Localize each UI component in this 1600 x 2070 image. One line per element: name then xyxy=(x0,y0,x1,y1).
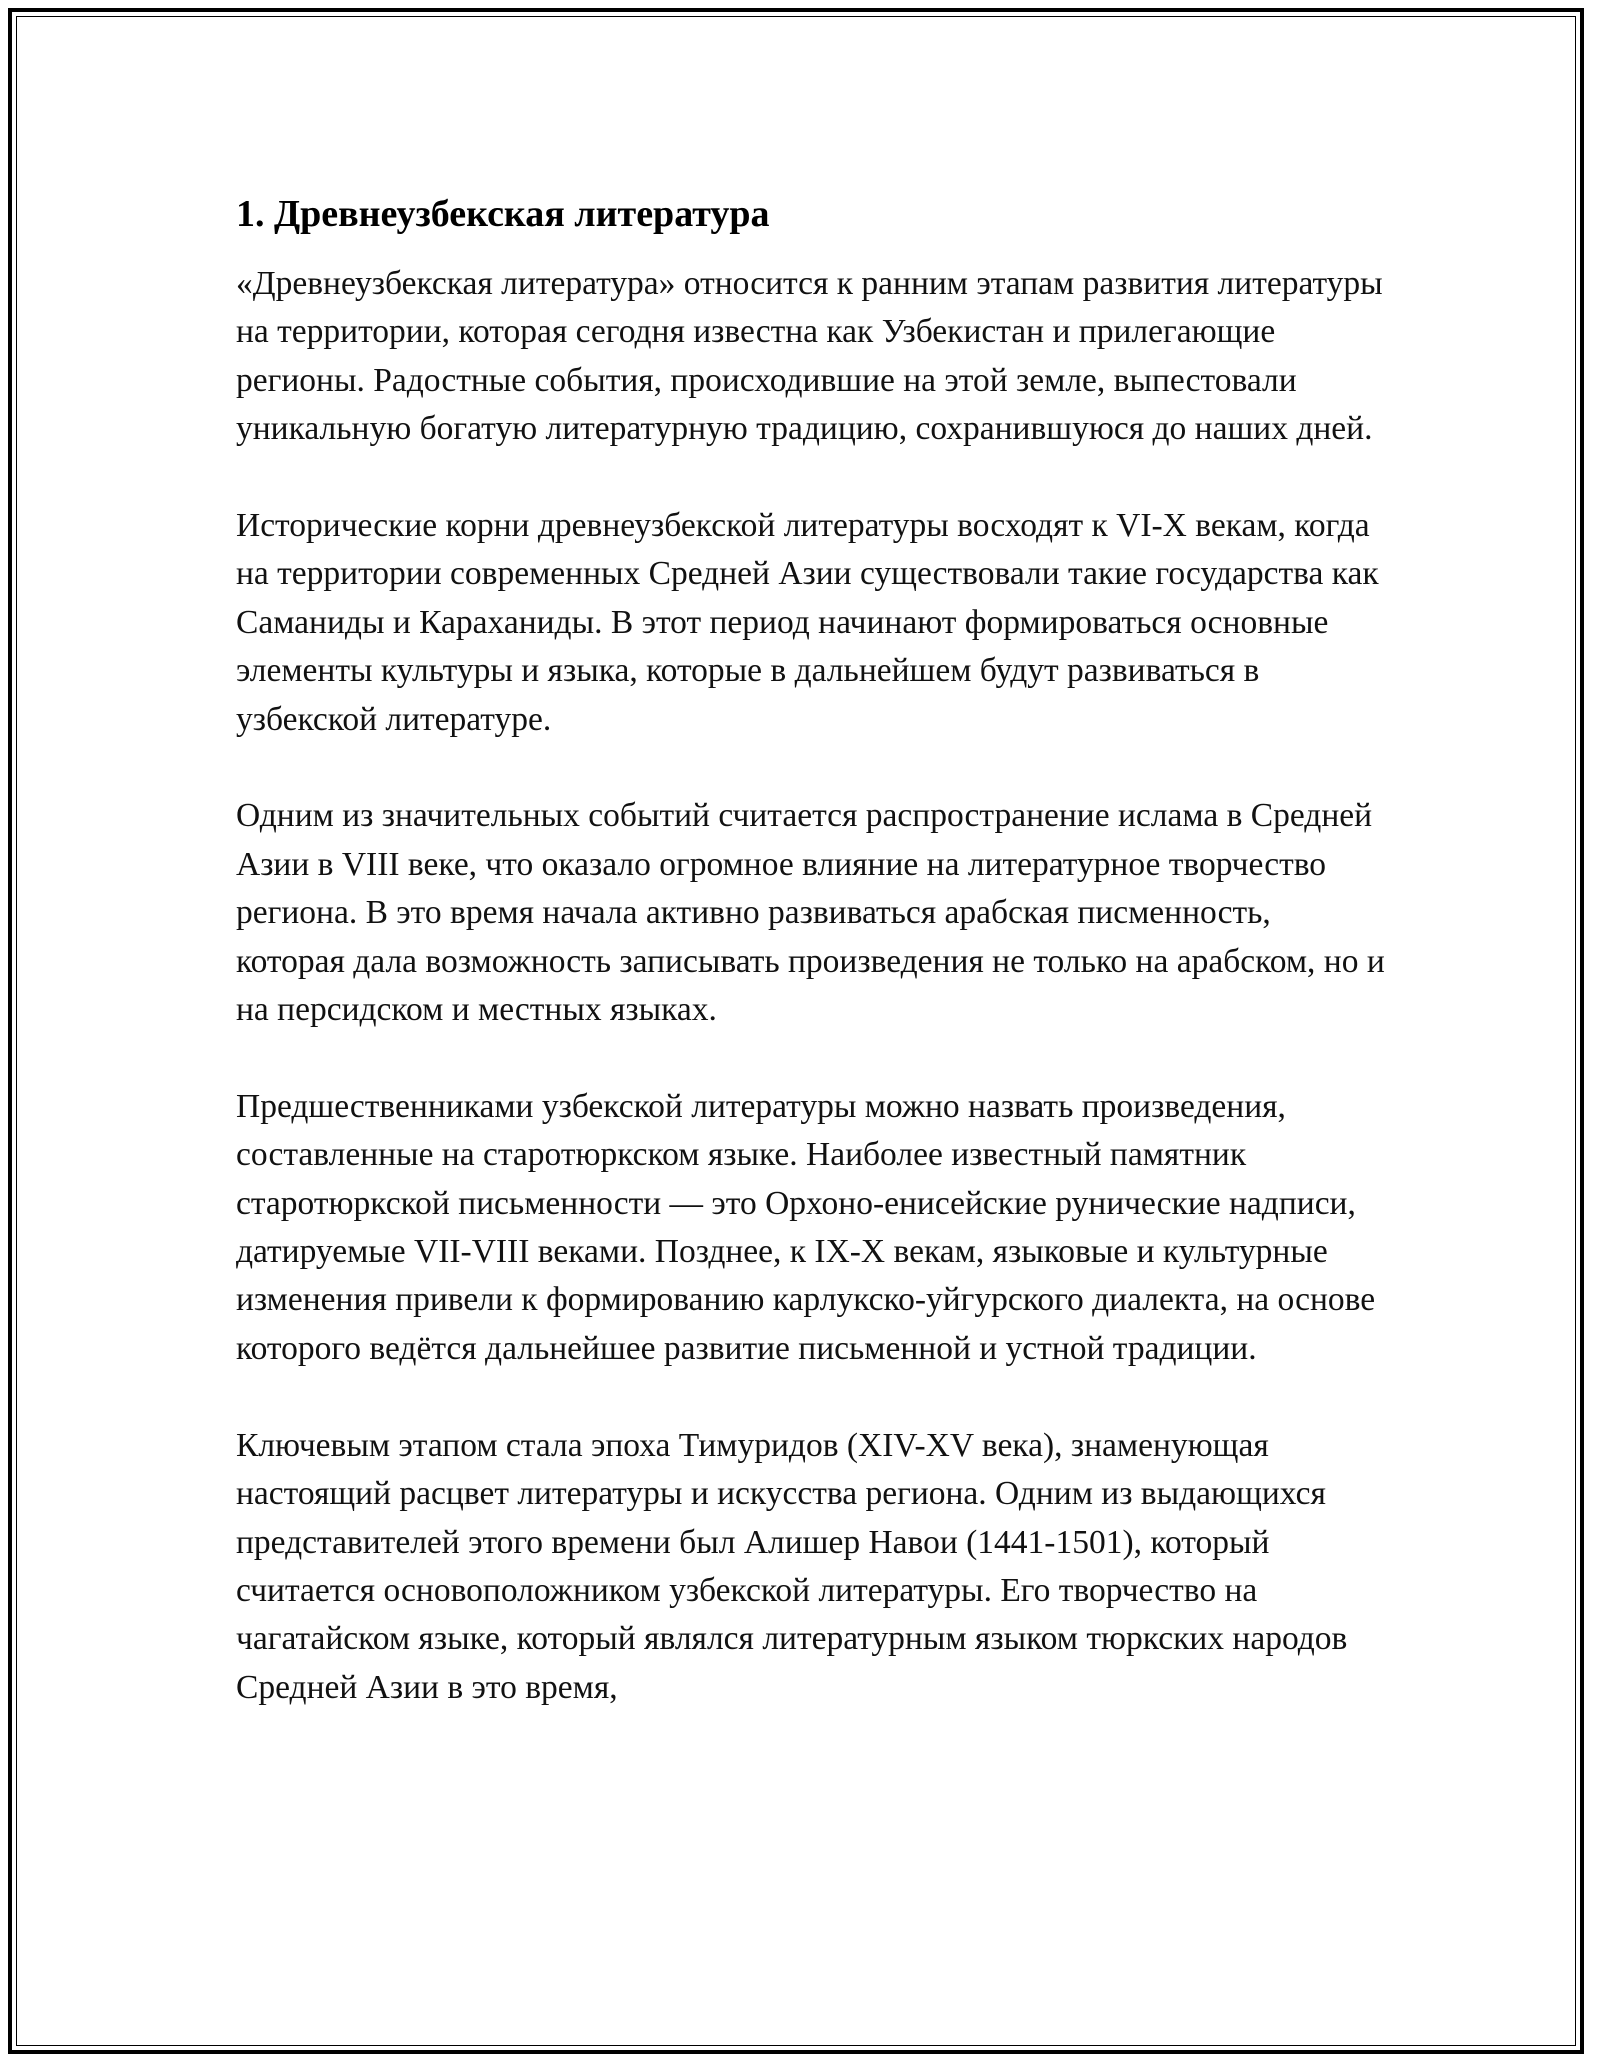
paragraph-1: «Древнеузбекская литература» относится к ранним этапам развития литературы на территории, которая сегодня известна как Узбекистан и прилегающие регионы. Радостные события, происходившие на этой земле, выпестовали уникальную богатую литературную традицию, сохранившуюся до наших дней. xyxy=(236,265,1383,448)
paragraph-5: Ключевым этапом стала эпоха Тимуридов (XIV-XV века), знаменующая настоящий расцвет литературы и искусства региона. Одним из выдающихся представителей этого времени был Алишер Навои (1441-1501), который считается основоположником узбекской литературы. Его творчество на чагатайском языке, который являлся литературным языком тюркских народов Средней Азии в это время, xyxy=(236,1426,1348,1706)
paragraph-3: Одним из значительных событий считается распространение ислама в Средней Азии в VIII веке, что оказало огромное влияние на литературное творчество региона. В это время начала активно развиваться арабская писменность, которая дала возможность записывать произведения не только на арабском, но и на персидском и местных языках. xyxy=(236,797,1385,1029)
paragraph-4: Предшественниками узбекской литературы можно назвать произведения, составленные на старотюркском языке. Наиболее известный памятник старотюркской письменности — это Орхоно-енисейские рунические надписи, датируемые VII-VIII веками. Позднее, к IX-X векам, языковые и культурные изменения привели к формированию карлукско-уйгурского диалекта, на основе которого ведётся дальнейшее развитие письменной и устной традиции. xyxy=(236,1087,1376,1367)
document-body xyxy=(236,188,1386,1712)
section-title: 1. Древнеузбекская литература xyxy=(236,193,770,235)
paragraph-2: Исторические корни древнеузбекской литературы восходят к VI-X векам, когда на территории современных Средней Азии существовали такие государства как Саманиды и Караханиды. В этот период начинают формироваться основные элементы культуры и языка, которые в дальнейшем будут развиваться в узбекской литературе. xyxy=(236,507,1379,738)
